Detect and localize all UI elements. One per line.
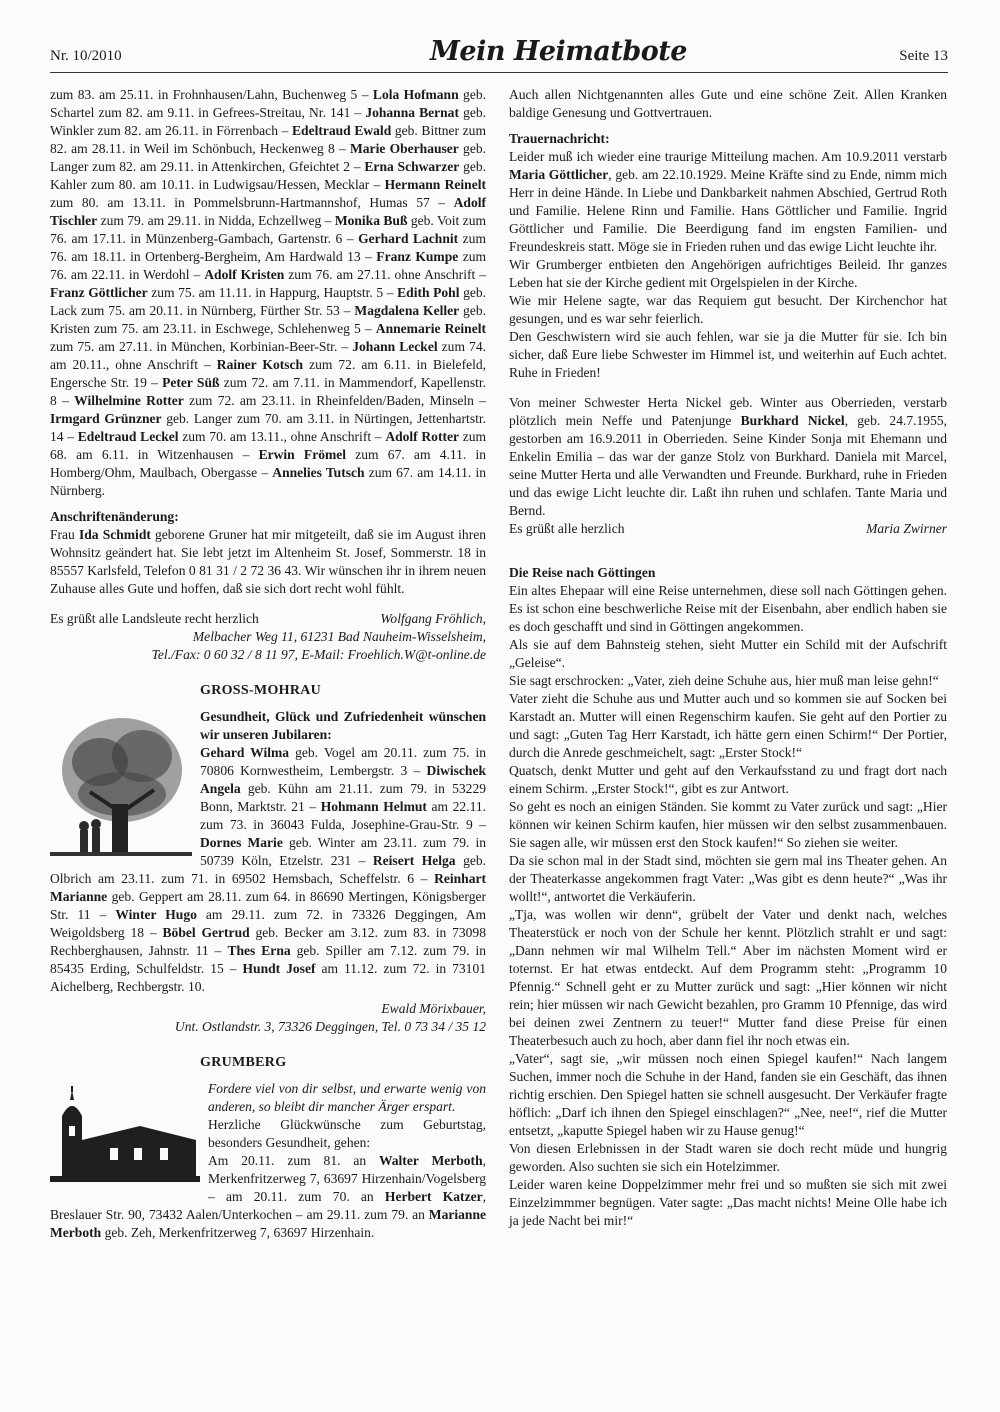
gross-mohrau-heading: Gesundheit, Glück und Zufriedenheit wünschen wir unseren Jubilaren: bbox=[200, 709, 486, 742]
entry-text: geb. Winkler zum 82. am 26.11. in Förrenbach – bbox=[50, 105, 487, 138]
newspaper-logo: Mein Heimatbote bbox=[430, 36, 687, 67]
person-name: Erna Schwarzer bbox=[364, 159, 460, 174]
obituary-paragraph: Wir Grumberger entbieten den Angehörigen aufrichtiges Beileid. Ihr ganzes Leben hat sie der Kirche gedient mit Orgelspielen in der Kirche. bbox=[509, 257, 947, 290]
signature-line bbox=[50, 610, 486, 628]
person-name: Gerhard Lachnit bbox=[358, 231, 459, 246]
person-name: Edeltraud Leckel bbox=[77, 429, 179, 444]
wishes-text: Auch allen Nichtgenannten alles Gute und eine schöne Zeit. Allen Kranken baldige Genesung und Gottvertrauen. bbox=[509, 87, 947, 120]
address-change-text: Frau Ida Schmidt geborene Gruner hat mir mitgeteilt, daß sie im August ihren Wohnsitz geändert hat. Sie lebt jetzt im Altenheim St. Josef, Sommerstr. 18 in 85557 Karlsfeld, Telefon 0 81 31 / 2 72 36 43. Wir wünschen ihr in ihrem neuen Zuhause alles Gute und hoffen, daß sie sich dort recht wohl fühlt. bbox=[50, 527, 486, 596]
entry-text: geb. Bittner zum 82. am 28.11. in Weil im Schönbuch, Heckenweg 8 – bbox=[50, 123, 486, 156]
section-title-gross-mohrau: GROSS-MOHRAU bbox=[200, 683, 322, 698]
entry-text: geb. Vogel am 20.11. zum 75. in 70806 Kornwestheim, Lembergstr. 3 – bbox=[200, 745, 487, 778]
church-illustration bbox=[50, 1086, 200, 1190]
left-column bbox=[50, 86, 486, 1242]
birthday-list bbox=[50, 86, 486, 500]
obituary-signature: Es grüßt alle herzlich Maria Zwirner bbox=[509, 521, 947, 536]
right-column bbox=[509, 86, 947, 1230]
person-name: Marie Oberhauser bbox=[350, 141, 459, 156]
deceased-name: Maria Göttlicher bbox=[509, 167, 609, 182]
entry-text: geb. Kühn am 21.11. zum 79. in 53229 Bonn, Marktstr. 21 – bbox=[200, 781, 486, 814]
person-name: Irmgard Grünzner bbox=[50, 411, 162, 426]
address-change-title: Anschriftenänderung: bbox=[50, 509, 179, 524]
person-name: Thes Erna bbox=[227, 943, 291, 958]
person-name: Johanna Bernat bbox=[365, 105, 459, 120]
entry-text: geb. Kahler zum 80. am 10.11. in Ludwigsau/Hessen, Mecklar – bbox=[50, 159, 487, 192]
person-name: Erwin Frömel bbox=[258, 447, 347, 462]
person-name: Winter Hugo bbox=[115, 907, 197, 922]
entry-text: geb. Becker am 3.12. zum 83. in 73098 Rechberghausen, Jahnstr. 11 – bbox=[50, 925, 486, 958]
entry-text: zum 70. am 13.11., ohne Anschrift – bbox=[182, 429, 382, 444]
entry-text: am 29.11. zum 72. in 73326 Deggingen, Am Weigoldsberg 18 – bbox=[50, 907, 487, 940]
story-paragraph: Als sie auf dem Bahnsteig stehen, sieht Mutter ein Schild mit der Aufschrift „Geleise“. bbox=[509, 637, 947, 670]
entry-text: , Merkenfritzerweg 7, 63697 Hirzenhain/Vogelsberg – am 20.11. zum 70. an bbox=[208, 1153, 486, 1204]
person-name: Franz Göttlicher bbox=[50, 285, 148, 300]
greeting: Es grüßt alle Landsleute recht herzlich bbox=[50, 611, 259, 626]
obituary-nickel: Von meiner Schwester Herta Nickel geb. Winter aus Oberrieden, verstarb plötzlich mein Neffe und Patenjunge Burkhard Nickel, geb. 24.7.1955, gestorben am 16.9.2011 in Oberrieden. Seine Kinder Sonja mit Ehemann und Enkelin Emilia – das war der ganze Stolz von Burkhard. Daniela mit Marcel, seine Mutter Herta und alle Verwandten und Freunde. Burkhard, ruhe in Frieden und das ewige Licht leuchte dir. Laßt ihn ruhen und schlafen. Tante Maria und Bernd. bbox=[509, 395, 948, 518]
entry-text: zum 80. am 13.11. in Pommelsbrunn-Hartmannshof, Humas 57 – bbox=[50, 195, 446, 210]
person-name: Monika Buß bbox=[334, 213, 408, 228]
person-name: Annemarie Reinelt bbox=[375, 321, 487, 336]
story-paragraph: Leider waren keine Doppelzimmer mehr frei und so mußten sie sich mit zwei Einzelzimmmer begnügen. Vater sagte: „Das macht nichts! Meine Olle habe ich ja jede Nacht bei mir!“ bbox=[509, 1177, 947, 1228]
entry-text: geb. Zeh, Merkenfritzerweg 7, 63697 Hirzenhain. bbox=[104, 1225, 375, 1240]
person-name: Annelies Tutsch bbox=[272, 465, 365, 480]
entry-text: am 22.11. zum 73. in 36043 Fulda, Josephine-Grau-Str. 9 – bbox=[200, 799, 486, 832]
person-name: Reisert Helga bbox=[372, 853, 456, 868]
signature-name: Wolfgang Fröhlich, bbox=[380, 611, 486, 626]
section-title-grumberg: GRUMBERG bbox=[200, 1055, 287, 1070]
story-paragraph: Da sie schon mal in der Stadt sind, möchten sie gern mal ins Theater gehen. An der Theaterkasse angekommen fragt Vater: „Was gibt es denn heute?“ „Was ihr wollt!“, antwortet die Verkäuferin. bbox=[509, 853, 947, 904]
entry-text: zum 67. am 14.11. in Nürnberg. bbox=[50, 465, 486, 498]
entry-text: geb. Kristen zum 75. am 23.11. in Eschwege, Schlehenweg 5 – bbox=[50, 303, 486, 336]
person-name: Diwischek Angela bbox=[200, 763, 486, 796]
entry-text: zum 79. am 29.11. in Nidda, Echzellweg – bbox=[100, 213, 332, 228]
story-paragraph: Sie sagt erschrocken: „Vater, zieh deine Schuhe aus, hier muß man leise gehn!“ bbox=[509, 673, 939, 688]
entry-text: geb. Winter am 23.11. zum 79. in 50739 Köln, Etzelstr. 231 – bbox=[200, 835, 487, 868]
entry-text: zum 76. am 18.11. in Ortenberg-Bergheim, Am Hardwald 13 – bbox=[50, 231, 486, 264]
person-name: Herbert Katzer bbox=[384, 1189, 483, 1204]
entry-text: zum 75. am 11.11. in Happurg, Hauptstr. 5 – bbox=[151, 285, 394, 300]
page-number: Seite 13 bbox=[899, 48, 948, 64]
person-name: Rainer Kotsch bbox=[216, 357, 304, 372]
grumberg-quote: Fordere viel von dir selbst, und erwarte wenig von anderen, so bleibt dir mancher Ärger erspart. bbox=[208, 1081, 486, 1114]
person-name: Adolf Rotter bbox=[385, 429, 459, 444]
story-paragraph: Ein altes Ehepaar will eine Reise unternehmen, diese soll nach Göttingen gehen. Es ist schon eine beschwerliche Reise mit der Eisenbahn, aber endlich haben sie es doch geschafft und sind in Göttingen angekommen. bbox=[509, 583, 947, 634]
signature-name: Maria Zwirner bbox=[866, 521, 947, 536]
story-paragraph: Vater zieht die Schuhe aus und Mutter auch und so kommen sie auf Socken bei Karstadt an. Mutter will einen Regenschirm kaufen. Sie geht auf den Portier zu und sagt: „Guten Tag Herr Karstadt, ich hätte gern einen Schirm!“ Der Portier, durch die Anrede geschmeichelt, sagt: „Erster Stock!“ bbox=[509, 691, 947, 760]
entry-text: geb. Langer zum 70. am 3.11. in Nürtingen, Jettenhartstr. 14 – bbox=[50, 411, 487, 444]
person-name: Adolf Kristen bbox=[204, 267, 285, 282]
entry-text: zum 72. am 6.11. in Bielefeld, Engersche Str. 19 – bbox=[50, 357, 487, 390]
person-name: Dornes Marie bbox=[200, 835, 283, 850]
person-name: Hohmann Helmut bbox=[320, 799, 427, 814]
entry-text: zum 75. am 27.11. in München, Korbinian-Beer-Str. – bbox=[50, 339, 349, 354]
signature-address: Melbacher Weg 11, 61231 Bad Nauheim-Wisselsheim, bbox=[192, 629, 486, 644]
issue-number: Nr. 10/2010 bbox=[50, 48, 122, 64]
story-paragraph: So geht es noch an einigen Ständen. Sie kommt zu Vater zurück und sagt: „Hier können wir keinen Schirm kaufen, hier müssen wir den selbst zusammenbauen. Sie sagen alle, wir müssen erst den Stock kaufen!“ So ziehen sie weiter. bbox=[509, 799, 947, 850]
person-name: Peter Süß bbox=[162, 375, 220, 390]
entry-text: zum 76. am 22.11. in Werdohl – bbox=[50, 249, 487, 282]
entry-text: zum 68. am 6.11. in Witzenhausen – bbox=[50, 429, 487, 462]
person-name: Gehard Wilma bbox=[200, 745, 290, 760]
story-title: Die Reise nach Göttingen bbox=[509, 565, 656, 580]
entry-text: zum 74. am 20.11., ohne Anschrift – bbox=[50, 339, 486, 372]
entry-text: zum 83. am 25.11. in Frohnhausen/Lahn, Buchenweg 5 – bbox=[50, 87, 369, 102]
person-name: Johann Leckel bbox=[352, 339, 438, 354]
entry-text: geb. Schartel zum 82. am 9.11. in Gefrees-Streitau, Nr. 141 – bbox=[50, 87, 486, 120]
tree-illustration bbox=[50, 712, 192, 862]
person-name: Franz Kumpe bbox=[376, 249, 459, 264]
person-name: Marianne Merboth bbox=[50, 1207, 486, 1240]
story-paragraph: Von diesen Erlebnissen in der Stadt waren sie doch recht müde und hungrig geworden. Also suchten sie sich ein Hotelzimmer. bbox=[509, 1141, 947, 1174]
gross-signature-name: Ewald Mörixbauer, bbox=[381, 1001, 486, 1016]
story-paragraph: „Tja, was wollen wir denn“, grübelt der Vater und denkt nach, welches Theaterstück er noch von der Schule her kennt. Plötzlich strahlt er und sagt: „Dann nehmen wir mal Wilhelm Tell.“ Aber im nächsten Moment wird er toternst. Er hat etwas entdeckt. Auf dem Programm steht: „Programm 10 Pfennig.“ Schnell geht er zu Mutter zurück und sagt: „Hier können wir nicht rein; hier müssen wir nach Gewicht bezahlen, pro Gramm 10 Pfennige, das wird bei deinen zwei Zentnern zu teuer!“ Mutter fand diese Preise für einen Theaterbesuch auch zu hoch, aber dann fiel ihr noch etwas ein. bbox=[509, 907, 947, 1048]
gross-signature-address: Unt. Ostlandstr. 3, 73326 Deggingen, Tel. 0 73 34 / 35 12 bbox=[174, 1019, 486, 1034]
entry-text: zum 72. am 23.11. in Rheinfelden/Baden, Minseln – bbox=[189, 393, 486, 408]
person-name: Hermann Reinelt bbox=[384, 177, 486, 192]
obituary-paragraph: Wie mir Helene sagte, war das Requiem gut besucht. Der Kirchenchor hat gesungen, und es war sehr feierlich. bbox=[509, 293, 947, 326]
entry-text: zum 72. am 7.11. in Mammendorf, Kapellenstr. 8 – bbox=[50, 375, 487, 408]
entry-text: am 11.12. zum 72. in 73101 Aichelberg, Rechbergstr. 10. bbox=[50, 961, 486, 994]
entry-text: geb. Langer zum 82. am 29.11. in Attenkirchen, Gfeichtet 2 – bbox=[50, 141, 486, 174]
page-header bbox=[50, 36, 948, 76]
entry-text: zum 76. am 27.11. ohne Anschrift – bbox=[288, 267, 487, 282]
obituary-text: Leider muß ich wieder eine traurige Mitteilung machen. Am 10.9.2011 verstarb Maria Göttlicher, geb. am 22.10.1929. Meine Kräfte sind zu Ende, nimm mich Herr in deine Hände. In Liebe und Dankbarkeit nahmen Abschied, Gertrud Roth und Familie. Helene Rinn und Familie. Hans Göttlicher und Familie. Ingrid Göttlicher und Familie. Die Beerdigung fand im engsten Familien- und Freundeskreis statt. Möge sie in Frieden ruhen und das ewige Licht leuchte ihr. bbox=[509, 149, 947, 254]
person-name: Ida Schmidt bbox=[78, 527, 151, 542]
person-name: Edith Pohl bbox=[397, 285, 460, 300]
entry-text: Am 20.11. zum 81. an bbox=[208, 1153, 367, 1168]
entry-text: , Breslauer Str. 90, 73432 Aalen/Unterkochen – am 29.11. zum 79. an bbox=[50, 1189, 487, 1222]
person-name: Lola Hofmann bbox=[372, 87, 459, 102]
entry-text: zum 67. am 4.11. in Homberg/Ohm, Maulbach, Obergasse – bbox=[50, 447, 487, 480]
grumberg-heading: Herzliche Glückwünsche zum Geburtstag, besonders Gesundheit, gehen: bbox=[208, 1117, 486, 1150]
story-paragraph: Quatsch, denkt Mutter und geht auf den Verkaufsstand zu und fragt dort nach einem Schirm. „Erster Stock!“, gibt es zur Antwort. bbox=[509, 763, 947, 796]
person-name: Wilhelmine Rotter bbox=[74, 393, 184, 408]
person-name: Böbel Gertrud bbox=[162, 925, 250, 940]
person-name: Magdalena Keller bbox=[354, 303, 460, 318]
story-body bbox=[509, 582, 947, 1230]
person-name: Walter Merboth bbox=[378, 1153, 483, 1168]
person-name: Edeltraud Ewald bbox=[292, 123, 392, 138]
obituary-paragraph: Den Geschwistern wird sie auch fehlen, war sie ja die Mutter für sie. Ich bin sicher, daß Eure liebe Schwester im Himmel ist, und weiterhin auf Euch achtet. Ruhe in Frieden! bbox=[509, 329, 947, 380]
deceased-name: Burkhard Nickel bbox=[740, 413, 845, 428]
entry-text: geb. Voit zum 76. am 17.11. in Münzenberg-Gambach, Gartenstr. 6 – bbox=[50, 213, 487, 246]
story-paragraph: „Vater“, sagt sie, „wir müssen noch einen Spiegel kaufen!“ Nach langem Suchen, immer noch die Schuhe in der Hand, fanden sie ein Geschäft, das ihnen richtig erschien. Den Spiegel hatten sie schnell ausgesucht. Der Verkäufer fragte höflich: „Darf ich ihnen den Spiegel einschlagen?“ „Nee, nee!“, rief die Mutter entsetzt, „kaputte Spiegel haben wir zu Hause genug!“ bbox=[509, 1051, 947, 1138]
person-name: Hundt Josef bbox=[242, 961, 316, 976]
signature-contact: Tel./Fax: 0 60 32 / 8 11 97, E-Mail: Froehlich.W@t-online.de bbox=[151, 647, 486, 662]
header-rule bbox=[50, 72, 948, 73]
entry-text: geb. Olbrich am 23.11. zum 71. in 69502 Hemsbach, Scheffelstr. 6 – bbox=[50, 853, 487, 886]
person-name: Reinhart Marianne bbox=[50, 871, 487, 904]
obituary-title: Trauernachricht: bbox=[509, 131, 610, 146]
person-name: Adolf Tischler bbox=[50, 195, 486, 228]
entry-text: geb. Geppert am 28.11. zum 64. in 86690 Mertingen, Königsberger Str. 11 – bbox=[50, 889, 486, 922]
entry-text: geb. Lack zum 75. am 20.11. in Nürnberg, Fürther Str. 53 – bbox=[50, 285, 487, 318]
entry-text: geb. Spiller am 7.12. zum 79. in 85435 Erding, Schulfeldstr. 15 – bbox=[50, 943, 487, 976]
